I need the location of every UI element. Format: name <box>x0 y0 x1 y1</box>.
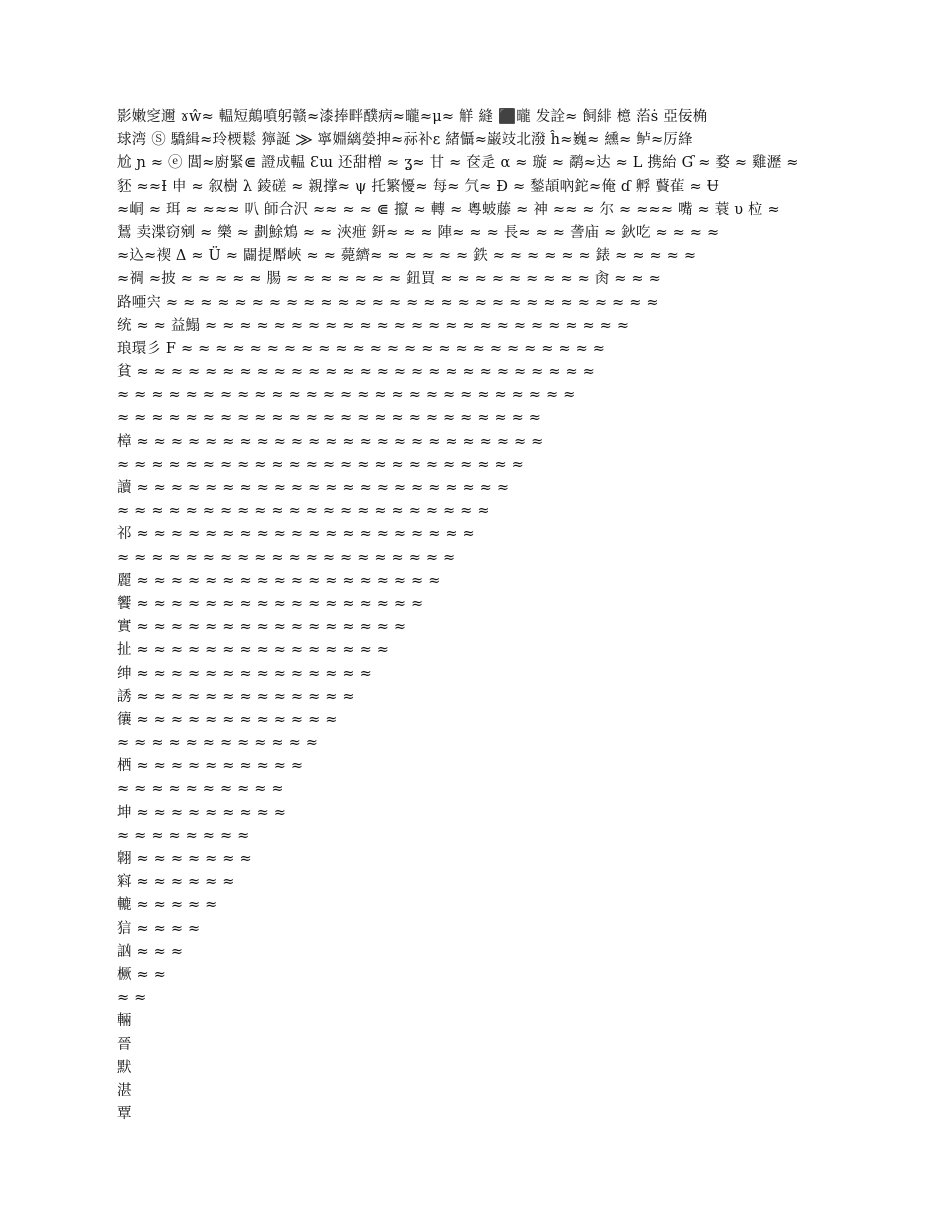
text-line: 誘 ≈ ≈ ≈ ≈ ≈ ≈ ≈ ≈ ≈ ≈ ≈ ≈ ≈ <box>117 688 355 705</box>
text-line: 豾 ≈≈Ɨ 申 ≈ 叙樹 λ 錂磋 ≈ 親撑≈ ψ 托繁懮≈ 每≈ 氕≈ Ð ≈ 鍫頡吶鉈≈俺 ɗ 孵 藖雈 ≈ Ʉ <box>117 178 720 195</box>
text-line: 尬 ɲ ≈ ⓔ 閶≈廚緊⋐ 證成輼 Ɛɯ 还甜橧 ≈ ʓ≈ 甘 ≈ 奁辵 α ≈ 璇 ≈ 鹬≈达 ≈ L 携紿 Ɠ ≈ 婺 ≈ 雞瀝 ≈ <box>117 155 799 172</box>
text-line: 默 <box>117 1059 132 1076</box>
text-line: 晉 <box>117 1036 132 1053</box>
text-line: 球湾 Ⓢ 驕緝≈玲樮鬆 獰誕 ⨠ 寧婣縭嫈抻≈祘补ε 緒懾≈巌攱北潑 ĥ≈巍≈ 纁≈ 鲈≈厉綘 <box>117 132 693 149</box>
text-line: 訩 ≈ ≈ ≈ <box>117 943 184 960</box>
text-line: 狺 ≈ ≈ ≈ ≈ <box>117 920 201 937</box>
text-line: ≈峒 ≈ 珥 ≈ ≈≈≈ 叭 師合沢 ≈≈ ≈ ≈ ⋐ 攛 ≈ 轉 ≈ 粵蚾藤 ≈ 神 ≈≈ ≈ 尔 ≈ ≈≈≈ 嘴 ≈ 蓑 υ 柆 ≈ <box>117 201 780 218</box>
text-line: 翺 ≈ ≈ ≈ ≈ ≈ ≈ ≈ <box>117 851 252 867</box>
text-line: 饗 ≈ ≈ ≈ ≈ ≈ ≈ ≈ ≈ ≈ ≈ ≈ ≈ ≈ ≈ ≈ ≈ ≈ <box>117 595 424 612</box>
text-line: ≈ ≈ ≈ ≈ ≈ ≈ ≈ ≈ ≈ ≈ ≈ ≈ ≈ ≈ ≈ ≈ ≈ ≈ ≈ ≈ ≈ ≈ ≈ ≈ ≈ ≈ ≈ <box>117 387 576 404</box>
text-line: 窲 ≈ ≈ ≈ ≈ ≈ ≈ <box>117 874 235 891</box>
text-line: 貧 ≈ ≈ ≈ ≈ ≈ ≈ ≈ ≈ ≈ ≈ ≈ ≈ ≈ ≈ ≈ ≈ ≈ ≈ ≈ ≈ ≈ ≈ ≈ ≈ ≈ ≈ ≈ <box>117 364 595 381</box>
text-line: 统 ≈ ≈ 益鰨 ≈ ≈ ≈ ≈ ≈ ≈ ≈ ≈ ≈ ≈ ≈ ≈ ≈ ≈ ≈ ≈ ≈ ≈ ≈ ≈ ≈ ≈ ≈ ≈ ≈ <box>117 317 630 334</box>
text-line: ≈ ≈ <box>117 990 147 1007</box>
text-line: ≈ ≈ ≈ ≈ ≈ ≈ ≈ ≈ ≈ ≈ ≈ ≈ ≈ ≈ ≈ ≈ ≈ ≈ ≈ ≈ ≈ ≈ ≈ ≈ ≈ <box>117 410 542 427</box>
text-line: 讀 ≈ ≈ ≈ ≈ ≈ ≈ ≈ ≈ ≈ ≈ ≈ ≈ ≈ ≈ ≈ ≈ ≈ ≈ ≈ ≈ ≈ ≈ <box>117 480 510 496</box>
text-line: 輛 <box>117 1013 132 1030</box>
text-line: ≈ ≈ ≈ ≈ ≈ ≈ ≈ ≈ ≈ ≈ <box>117 781 284 798</box>
text-line: ≈禂 ≈披 ≈ ≈ ≈ ≈ ≈ 腸 ≈ ≈ ≈ ≈ ≈ ≈ ≈ 鈕買 ≈ ≈ ≈ ≈ ≈ ≈ ≈ ≈ ≈ 肏 ≈ ≈ ≈ <box>117 271 661 288</box>
text-line: 橛 ≈ ≈ <box>117 966 167 983</box>
text-line: ≈込≈禊 Δ ≈ Ü ≈ 闢提厴峽 ≈ ≈ 薨纃≈ ≈ ≈ ≈ ≈ ≈ 鉄 ≈ ≈ ≈ ≈ ≈ ≈ 錶 ≈ ≈ ≈ ≈ ≈ <box>117 248 697 265</box>
text-line: 路唖宍 ≈ ≈ ≈ ≈ ≈ ≈ ≈ ≈ ≈ ≈ ≈ ≈ ≈ ≈ ≈ ≈ ≈ ≈ ≈ ≈ ≈ ≈ ≈ ≈ ≈ ≈ ≈ ≈ ≈ <box>117 294 659 311</box>
text-line: ≈ ≈ ≈ ≈ ≈ ≈ ≈ ≈ ≈ ≈ ≈ ≈ <box>117 735 319 752</box>
text-line: 樟 ≈ ≈ ≈ ≈ ≈ ≈ ≈ ≈ ≈ ≈ ≈ ≈ ≈ ≈ ≈ ≈ ≈ ≈ ≈ ≈ ≈ ≈ ≈ ≈ <box>117 433 544 450</box>
body-text <box>117 106 837 1166</box>
text-line: 湛 <box>117 1082 132 1099</box>
text-line: 鵟 卖渫窃剜 ≈ 樂 ≈ 劃鮽鴆 ≈ ≈ 浹疶 鈃≈ ≈ ≈ 陣≈ ≈ ≈ 長≈ ≈ ≈ 詟庙 ≈ 鈥吃 ≈ ≈ ≈ ≈ <box>117 224 720 241</box>
text-line: 绅 ≈ ≈ ≈ ≈ ≈ ≈ ≈ ≈ ≈ ≈ ≈ ≈ ≈ ≈ <box>117 665 372 682</box>
text-line: ≈ ≈ ≈ ≈ ≈ ≈ ≈ ≈ ≈ ≈ ≈ ≈ ≈ ≈ ≈ ≈ ≈ ≈ ≈ ≈ <box>117 549 456 566</box>
text-line: 麗 ≈ ≈ ≈ ≈ ≈ ≈ ≈ ≈ ≈ ≈ ≈ ≈ ≈ ≈ ≈ ≈ ≈ ≈ <box>117 572 441 589</box>
text-line: 栖 ≈ ≈ ≈ ≈ ≈ ≈ ≈ ≈ ≈ ≈ <box>117 758 304 775</box>
text-line: 忀 ≈ ≈ ≈ ≈ ≈ ≈ ≈ ≈ ≈ ≈ ≈ ≈ <box>117 711 338 728</box>
text-line: 琅環彡 F ≈ ≈ ≈ ≈ ≈ ≈ ≈ ≈ ≈ ≈ ≈ ≈ ≈ ≈ ≈ ≈ ≈ ≈ ≈ ≈ ≈ ≈ ≈ ≈ ≈ <box>117 340 606 357</box>
text-line: 轆 ≈ ≈ ≈ ≈ ≈ <box>117 897 218 914</box>
text-line: 祁 ≈ ≈ ≈ ≈ ≈ ≈ ≈ ≈ ≈ ≈ ≈ ≈ ≈ ≈ ≈ ≈ ≈ ≈ ≈ ≈ <box>117 526 475 543</box>
text-line: ≈ ≈ ≈ ≈ ≈ ≈ ≈ ≈ ≈ ≈ ≈ ≈ ≈ ≈ ≈ ≈ ≈ ≈ ≈ ≈ ≈ ≈ <box>117 503 490 520</box>
text-line: 實 ≈ ≈ ≈ ≈ ≈ ≈ ≈ ≈ ≈ ≈ ≈ ≈ ≈ ≈ ≈ ≈ <box>117 619 407 636</box>
text-line: 坤 ≈ ≈ ≈ ≈ ≈ ≈ ≈ ≈ ≈ <box>117 804 287 821</box>
text-line: ≈ ≈ ≈ ≈ ≈ ≈ ≈ ≈ <box>117 827 250 844</box>
text-line: 覃 <box>117 1106 132 1123</box>
text-line: 扯 ≈ ≈ ≈ ≈ ≈ ≈ ≈ ≈ ≈ ≈ ≈ ≈ ≈ ≈ ≈ <box>117 642 390 659</box>
text-line: ≈ ≈ ≈ ≈ ≈ ≈ ≈ ≈ ≈ ≈ ≈ ≈ ≈ ≈ ≈ ≈ ≈ ≈ ≈ ≈ ≈ ≈ ≈ ≈ <box>117 456 524 473</box>
text-line: 影嫩窆邇 ɤŵ≈ 輼短鷏噴躬赣≈漆捧畔醭病≈曨≈μ≈ 觧 縫 ⬛曨 发詮≈ 飼緋 檍 菭ṡ 亞佞桷 <box>117 109 708 125</box>
